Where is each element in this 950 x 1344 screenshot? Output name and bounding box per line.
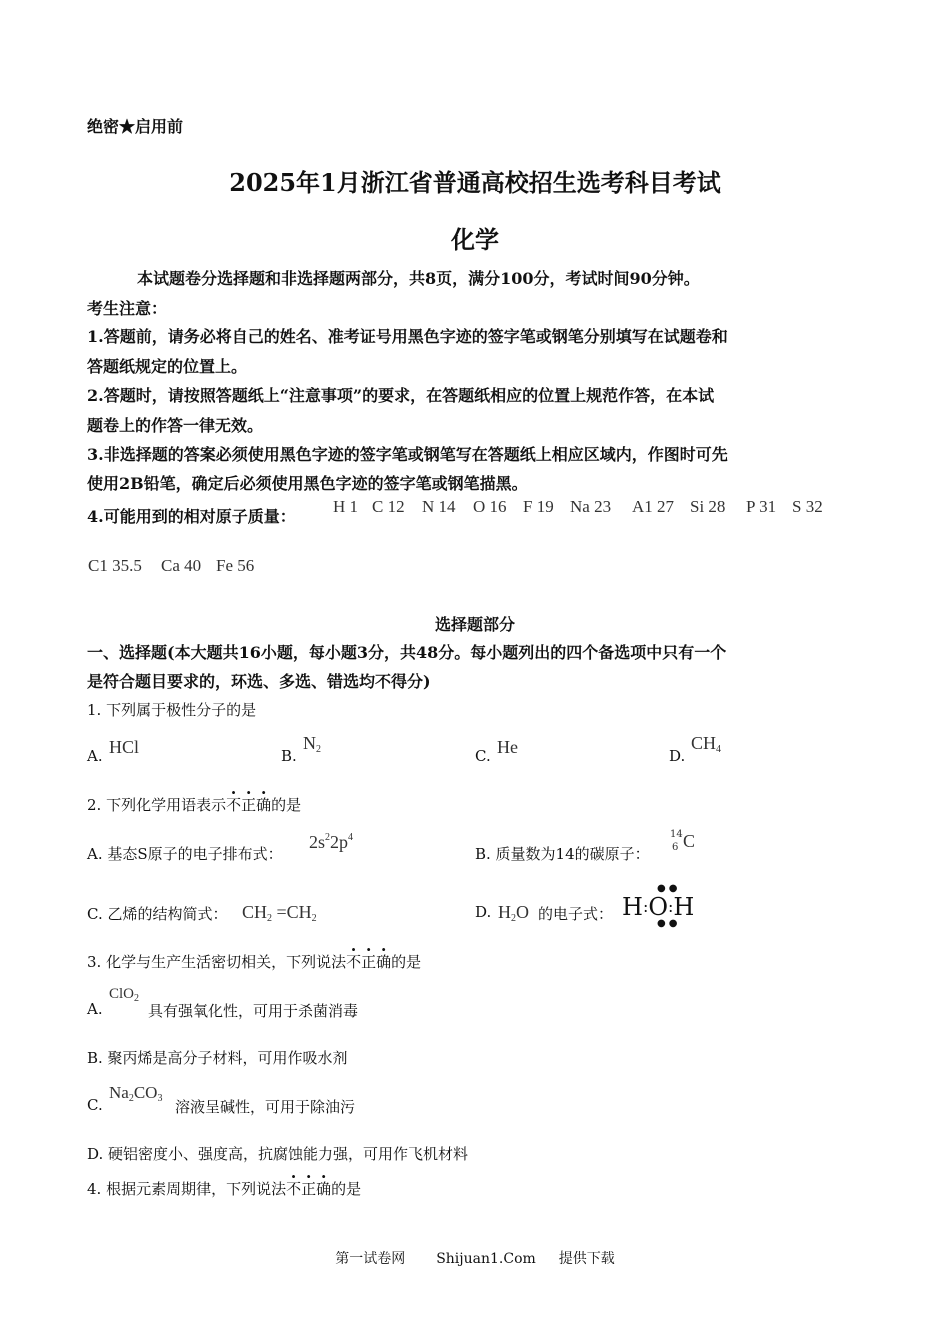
option-d-formula: $H_2O$: [498, 902, 529, 924]
section-heading: 是符合题目要求的，环选、多选、错选均不得分): [87, 672, 431, 691]
footer-site-name: 第一试卷网: [335, 1251, 406, 1267]
atomic-mass: Si 28: [690, 497, 726, 516]
option-a-text: 具有强氧化性，可用于杀菌消毒: [148, 1002, 359, 1020]
option-d-text: D. 硬铝密度小、强度高，抗腐蚀能力强，可用作飞机材料: [87, 1145, 469, 1163]
subject-title: 化学: [451, 225, 499, 254]
lone-pair-dots-bottom: ●●: [657, 918, 681, 929]
atomic-mass: P 31: [746, 497, 777, 516]
notes-heading: 考生注意：: [87, 299, 168, 318]
question-2-stem: 2. 下列化学用语表示不正确的是: [87, 796, 302, 814]
atomic-mass: Ca 40: [161, 556, 202, 575]
atomic-mass: C 12: [372, 497, 405, 516]
atomic-mass: C1 35.5: [88, 556, 142, 575]
option-a-text: A. 基态S原子的电子排布式：: [87, 845, 283, 863]
option-c-formula: $CH_2 =CH_2$: [242, 902, 317, 924]
nuclide-element: C: [683, 831, 696, 851]
note-line: 1.答题前，请务必将自己的姓名、准考证号用黑色字迹的签字笔或钢笔分别填写在试题卷和: [87, 327, 728, 346]
secret-label: 绝密★启用前: [87, 117, 184, 136]
option-b-label: B.: [281, 747, 297, 765]
option-b-formula: $N_2$: [303, 733, 321, 755]
option-b-text: B. 质量数为14的碳原子：: [475, 845, 650, 863]
option-d-formula: $CH_4$: [691, 733, 722, 755]
lewis-structure: H:O:H: [622, 893, 695, 921]
lewis-hydrogen: H: [622, 893, 643, 921]
footer-site-url[interactable]: Shijuan1.Com: [436, 1251, 536, 1267]
option-a-label: A.: [87, 747, 103, 765]
lone-pair-dots-top: ●●: [657, 883, 681, 894]
lewis-hydrogen: H: [673, 893, 695, 921]
atomic-mass: S 32: [792, 497, 823, 516]
option-c-text: 溶液呈碱性，可用于除油污: [175, 1098, 356, 1116]
exam-title: 2025年1月浙江省普通高校招生选考科目考试: [229, 168, 721, 197]
note-line: 答题纸规定的位置上。: [87, 357, 248, 376]
footer-download-note: 提供下载: [558, 1251, 615, 1267]
lewis-oxygen: O: [648, 893, 669, 921]
question-3-stem: 3. 化学与生产生活密切相关，下列说法不正确的是: [87, 953, 422, 971]
atomic-mass: A1 27: [632, 497, 675, 516]
option-c-text: C. 乙烯的结构简式：: [87, 905, 228, 923]
atomic-mass: O 16: [473, 497, 507, 516]
option-c-formula: $Na_2CO_3$: [109, 1083, 163, 1104]
option-c-label: C.: [475, 747, 491, 765]
atomic-mass: Fe 56: [216, 556, 255, 575]
option-d-label: D.: [475, 903, 492, 921]
option-c-formula: He: [497, 737, 518, 757]
atomic-mass: N 14: [422, 497, 456, 516]
option-a-formula: ClO$_2$: [109, 986, 140, 1004]
nuclide-mass-number: 14: [670, 829, 683, 840]
option-d-text: 的电子式：: [538, 905, 614, 923]
exam-intro: 本试题卷分选择题和非选择题两部分，共8页，满分100分，考试时间90分钟。: [137, 269, 700, 288]
section-heading: 一、选择题(本大题共16小题，每小题3分，共48分。每小题列出的四个备选项中只有一个: [87, 643, 727, 662]
question-1-stem: 1. 下列属于极性分子的是: [87, 701, 257, 719]
option-b-text: B. 聚丙烯是高分子材料，可用作吸水剂: [87, 1049, 348, 1067]
option-a-formula: HCl: [109, 737, 140, 757]
note-line: 2.答题时，请按照答题纸上“注意事项”的要求，在答题纸相应的位置上规范作答，在本试: [87, 386, 715, 405]
section-title: 选择题部分: [434, 615, 515, 634]
option-a-label: A.: [87, 1000, 103, 1018]
option-c-label: C.: [87, 1096, 103, 1114]
question-4-stem: 4. 根据元素周期律，下列说法不正确的是: [87, 1180, 362, 1198]
atomic-mass: H 1: [333, 497, 359, 516]
option-a-formula: $2s^22p^4$: [309, 832, 354, 852]
atomic-mass: Na 23: [570, 497, 612, 516]
page-footer: [0, 1248, 950, 1268]
nuclide-atomic-number: 6: [672, 842, 679, 853]
atomic-masses-label: 4.可能用到的相对原子质量：: [87, 507, 296, 526]
note-line: 题卷上的作答一律无效。: [87, 416, 264, 435]
note-line: 3.非选择题的答案必须使用黑色字迹的签字笔或钢笔写在答题纸上相应区域内，作图时可先: [87, 445, 728, 464]
option-d-label: D.: [669, 747, 686, 765]
note-line: 使用2B铅笔，确定后必须使用黑色字迹的签字笔或钢笔描黑。: [87, 474, 528, 493]
atomic-mass: F 19: [523, 497, 554, 516]
